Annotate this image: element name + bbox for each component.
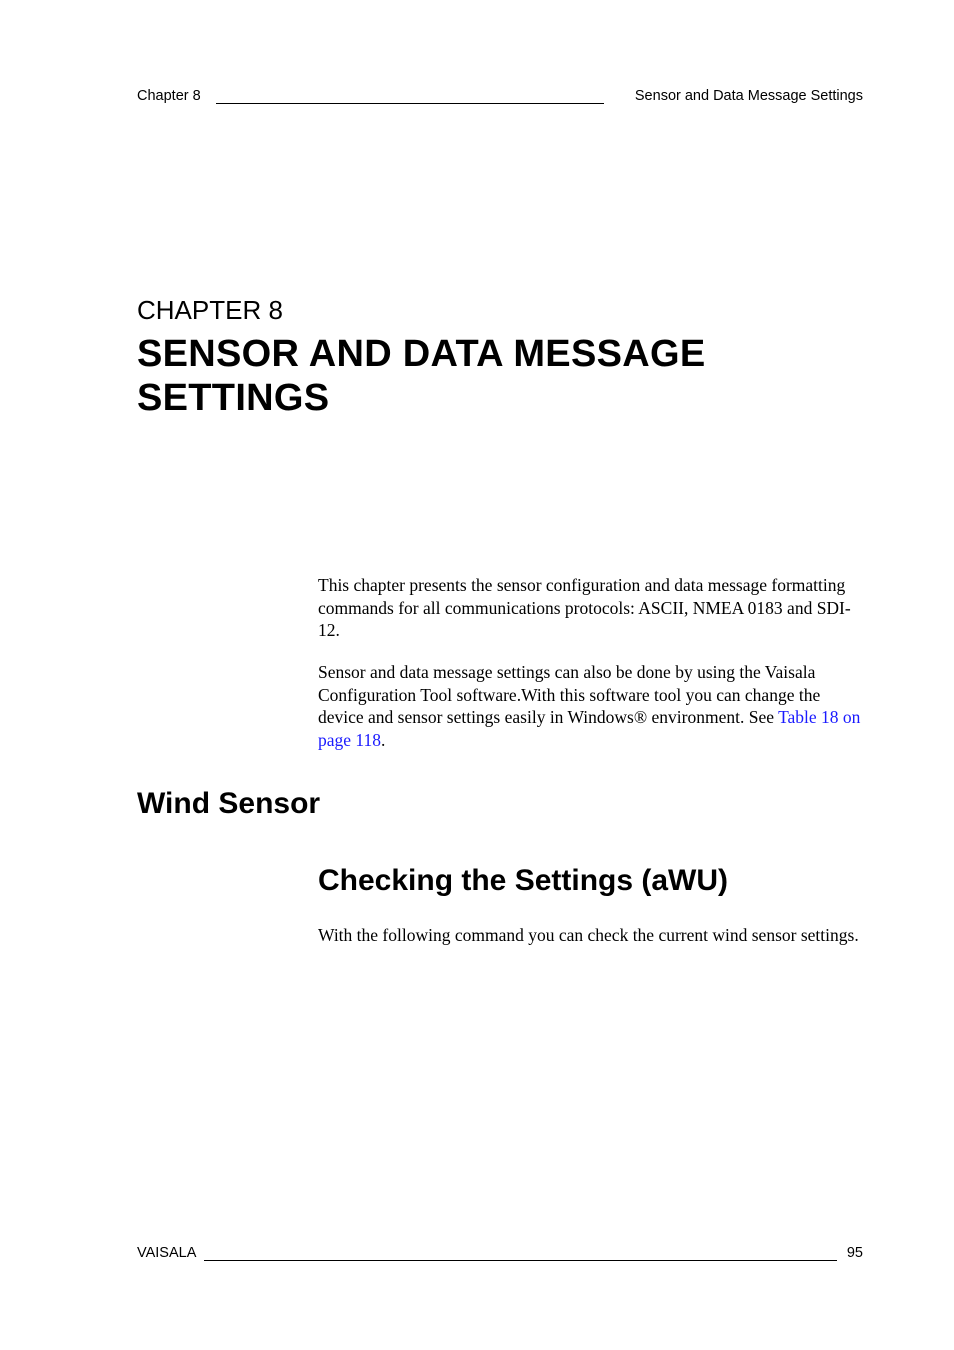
header-rule: [216, 103, 604, 104]
subsection-heading: Checking the Settings (aWU): [318, 864, 729, 897]
chapter-title: [137, 332, 837, 420]
header-section-title: Sensor and Data Message Settings: [634, 88, 863, 104]
chapter-title-line2: SETTINGS: [137, 377, 330, 419]
chapter-label: CHAPTER 8: [137, 295, 283, 325]
chapter-title-line1: SENSOR AND DATA MESSAGE: [137, 333, 706, 375]
intro-paragraph-1: This chapter presents the sensor configuration and data message formatting commands for all communications protocols: ASCII, NMEA 0183 and SDI-12.: [318, 575, 851, 641]
table-reference-link[interactable]: Table 18 on page 118: [318, 707, 861, 750]
footer-rule: [204, 1260, 837, 1261]
intro-paragraph-2-end: .: [381, 729, 386, 750]
section-paragraph: With the following command you can check the current wind sensor settings.: [318, 925, 859, 945]
footer-company: VAISALA: [137, 1245, 197, 1261]
section-heading: Wind Sensor: [137, 787, 321, 820]
page-number: 95: [846, 1245, 863, 1261]
header-chapter: Chapter 8: [137, 88, 201, 104]
intro-paragraph-2-text: Sensor and data message settings can also be done by using the Vaisala Configuration Tool software.With this software tool you can change the device and sensor settings easily in Windows® environment. See: [318, 662, 821, 728]
intro-paragraph-2: [318, 661, 863, 751]
